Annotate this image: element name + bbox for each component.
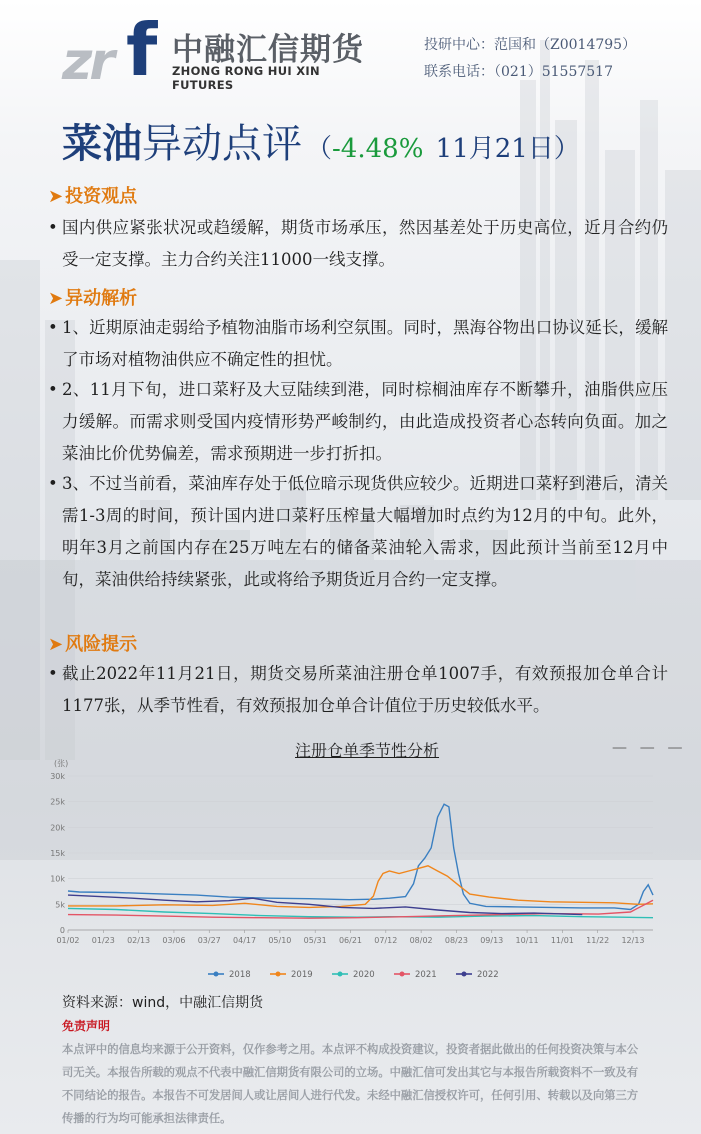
bullet-icon: • [48,318,58,337]
logo-mark-zr: zr [62,32,112,92]
chart-y-tick-label: 10k [50,874,65,884]
chart-x-tick-label: 01/02 [56,936,80,945]
disclaimer-text: 本点评中的信息均来源于公开资料，仅作参考之用。本点评不构成投资建议，投资者据此做出的任何投资决策与本公司无关。本报告所载的观点不代表中融汇信期货有限公司的立场。中融汇信可发出其它与本报告所载资料不一致及有不同结论的报告。本报告不可发居间人或让居间人进行代发。未经中融汇信授权许可，任何引用、转载以及向第三方传播的行为均可能承担法律责任。 [62,1043,639,1125]
arrow-icon: ➤ [48,186,64,207]
legend-label: 2021 [415,970,437,980]
data-source: 资料来源：wind，中融汇信期货 [62,995,264,1011]
analysis-paragraph-1 [48,312,668,376]
analysis-paragraph-3-text: 3、不过当前看，菜油库存处于低位暗示现货供应较少。近期进口菜籽到港后，清关需1-3周的时间，预计国内进口菜籽压榨量大幅增加时点约为12月的中旬。此外，明年3月之前国内存在25万吨左右的储备菜油轮入需求，因此预计当前至12月中旬，菜油供给持续紧张，此或将给予期货近月合约一定支撑。 [62,474,668,589]
chart-y-tick-label: 15k [50,849,65,858]
chart-unit-label: (张) [54,759,69,768]
bullet-icon: • [48,380,58,399]
section-heading-risk-label: 风险提示 [65,634,138,655]
legend-swatch-dot [462,972,467,977]
section-heading-view-label: 投资观点 [65,186,138,207]
logo-name-en: ZHONG RONG HUI XIN FUTURES [172,64,320,92]
page-title [62,112,580,169]
chart-y-tick-label: 30k [50,772,65,781]
analysis-paragraph-3 [48,468,668,596]
bullet-icon: • [48,664,58,683]
chart-y-tick-label: 25k [50,797,65,807]
title-product: 菜油 [62,120,142,167]
analysis-paragraph-2-text: 2、11月下旬，进口菜籽及大豆陆续到港，同时棕榈油库存不断攀升，油脂供应压力缓解。而需求则受国内疫情形势严峻制约，由此造成投资者心态转向负面。加之菜油比价优势偏差，需求预期进一步打折扣。 [62,380,668,463]
chart-y-tick-label: 20k [50,823,65,833]
arrow-icon: ➤ [48,288,64,309]
chart-x-tick-label: 08/02 [409,936,433,945]
company-logo [62,8,382,92]
chart-x-tick-label: 03/06 [162,936,186,945]
chart-x-tick-label: 07/12 [374,936,398,945]
chart-y-tick-label: 0 [59,926,65,935]
analysis-paragraph-1-text: 1、近期原油走弱给予植物油脂市场利空氛围。同时，黑海谷物出口协议延长，缓解了市场对植物油供应不确定性的担忧。 [62,318,668,369]
section-heading-analysis [48,284,137,310]
chart-menu-icon[interactable]: — — — [612,738,687,756]
view-paragraph [48,212,668,276]
chart-x-tick-label: 08/23 [444,936,468,945]
legend-label: 2019 [291,970,313,980]
chart-x-tick-label: 04/17 [233,936,257,945]
chart-x-tick-label: 10/11 [515,936,539,945]
chart-x-tick-label: 02/13 [127,936,151,945]
chart-title: 注册仓单季节性分析 [295,741,440,760]
legend-label: 2022 [477,970,499,980]
section-heading-view [48,182,137,208]
chart-x-tick-label: 01/23 [91,936,115,945]
view-paragraph-text: 国内供应紧张状况或趋缓解，期货市场承压，然因基差处于历史高位，近月合约仍受一定支撑。主力合约关注11000一线支撑。 [62,218,668,269]
risk-paragraph-text: 截止2022年11月21日，期货交易所菜油注册仓单1007手，有效预报加仓单合计1177张，从季节性看，有效预报加仓单合计值位于历史较低水平。 [62,664,668,715]
section-heading-analysis-label: 异动解析 [65,288,138,309]
section-heading-risk [48,630,137,656]
contact-analyst: 投研中心：范国和（Z0014795） [424,37,637,53]
legend-swatch-dot [276,972,281,977]
chart-series-line-2019 [68,866,653,908]
chart-series-line-2018 [68,804,653,909]
title-open-paren: （ [306,134,333,164]
chart-x-tick-label: 03/27 [197,936,221,945]
legend-swatch-dot [400,972,405,977]
chart-x-tick-label: 06/21 [338,936,363,945]
chart-x-tick-label: 05/31 [303,936,327,945]
title-date: 11月21日） [427,134,580,164]
chart-y-tick-label: 5k [55,900,65,910]
logo-mark-f: f [126,8,158,92]
disclaimer-heading: 免责声明 [62,1019,111,1033]
chart-x-tick-label: 11/01 [550,936,574,945]
logo-name-cn: 中融汇信期货 [172,32,364,68]
warehouse-receipt-chart [48,756,668,986]
title-change-percent: -4.48% [332,134,424,164]
chart-x-tick-label: 12/13 [621,936,645,945]
title-type: 异动点评 [142,121,302,167]
chart-x-tick-label: 05/10 [268,936,292,945]
bullet-icon: • [48,218,58,237]
chart-series-line-2021 [68,900,653,918]
legend-swatch-dot [338,972,343,977]
risk-paragraph [48,658,668,722]
analysis-paragraph-2 [48,374,668,470]
legend-label: 2020 [353,970,375,980]
bullet-icon: • [48,474,58,493]
contact-info [424,32,636,86]
chart-x-tick-label: 09/13 [480,936,504,945]
contact-phone: 联系电话：（021）51557517 [424,64,613,80]
arrow-icon: ➤ [48,634,64,655]
chart-x-tick-label: 11/22 [586,936,610,945]
legend-label: 2018 [229,970,251,980]
legend-swatch-dot [214,972,219,977]
